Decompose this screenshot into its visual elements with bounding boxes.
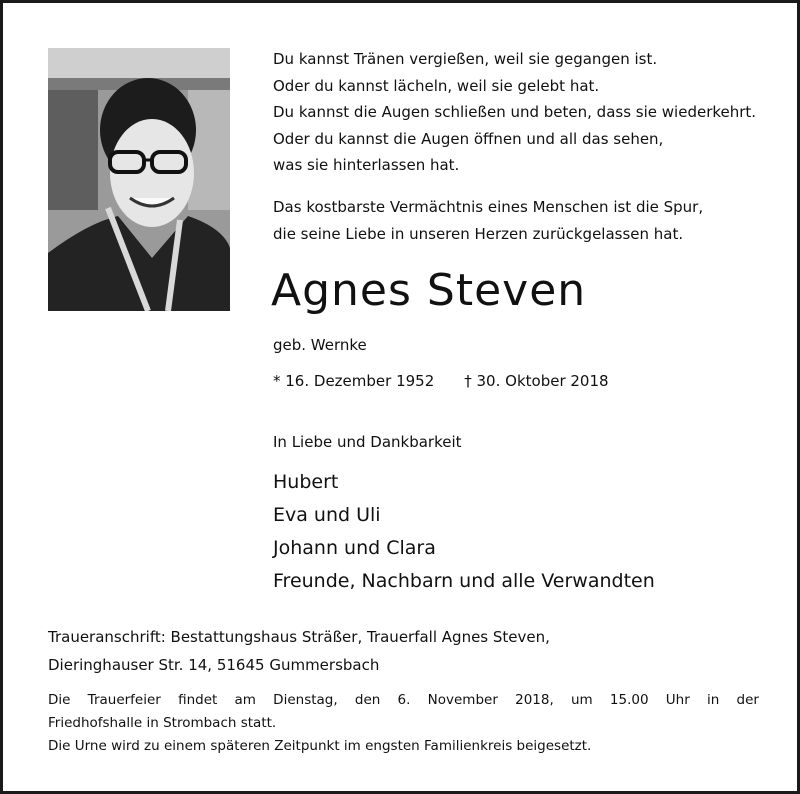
- death-date: † 30. Oktober 2018: [464, 372, 609, 390]
- legacy-line: die seine Liebe in unseren Herzen zurückgelassen hat.: [273, 225, 684, 243]
- service-line: Friedhofshalle in Strombach statt.: [48, 715, 277, 731]
- mourner-entry: Eva und Uli: [273, 504, 381, 526]
- poem-text: [273, 46, 756, 179]
- mourner-entry: Johann und Clara: [273, 537, 436, 559]
- poem-line: Oder du kannst lächeln, weil sie gelebt hat.: [273, 76, 600, 95]
- mourners-list: [273, 466, 655, 598]
- poem-line: Du kannst die Augen schließen und beten, dass sie wiederkehrt.: [273, 103, 757, 121]
- portrait-photo: [48, 48, 230, 311]
- deceased-name: Agnes Steven: [271, 265, 587, 316]
- poem-line: Oder du kannst die Augen öffnen und all das sehen,: [273, 129, 664, 148]
- mourning-address: [48, 623, 550, 679]
- birth-name: geb. Wernke: [273, 336, 367, 354]
- poem-line: was sie hinterlassen hat.: [273, 156, 460, 174]
- service-line: Die Urne wird zu einem späteren Zeitpunkt im engsten Familienkreis beigesetzt.: [48, 738, 592, 754]
- legacy-line: Das kostbarste Vermächtnis eines Menschen ist die Spur,: [273, 198, 704, 216]
- mourner-entry: Hubert: [273, 471, 339, 493]
- life-dates: [273, 370, 609, 392]
- address-line: Traueranschrift: Bestattungshaus Sträßer, Trauerfall Agnes Steven,: [48, 628, 550, 646]
- service-info: [48, 689, 759, 758]
- poem-line: Du kannst Tränen vergießen, weil sie gegangen ist.: [273, 50, 658, 68]
- legacy-quote: [273, 194, 703, 248]
- mourner-entry: Freunde, Nachbarn und alle Verwandten: [273, 570, 655, 592]
- birth-date: * 16. Dezember 1952: [273, 372, 435, 390]
- service-line: Die Trauerfeier findet am Dienstag, den 6. November 2018, um 15.00 Uhr in der: [48, 692, 759, 708]
- gratitude-line: In Liebe und Dankbarkeit: [273, 433, 462, 451]
- portrait-image: [48, 48, 230, 311]
- address-line: Dieringhauser Str. 14, 51645 Gummersbach: [48, 656, 380, 674]
